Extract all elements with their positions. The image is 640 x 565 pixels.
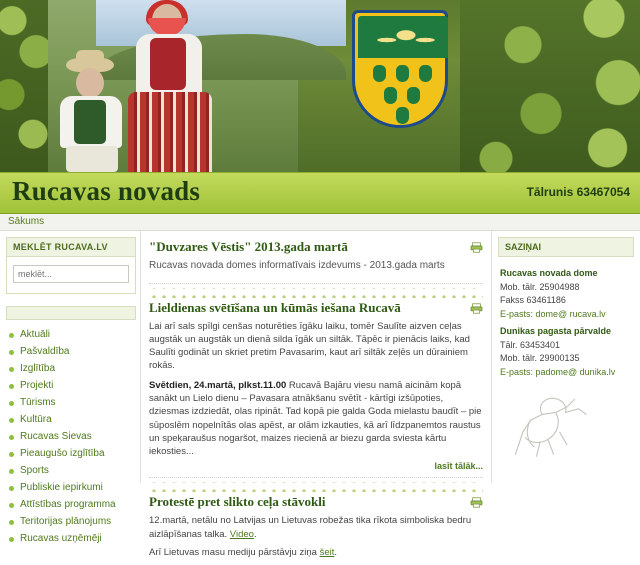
menu-list	[6, 320, 136, 547]
leaves-right-decoration	[460, 0, 640, 172]
contacts-header: SAZIŅAI	[498, 237, 634, 257]
article-lead: Lai arī sals spīlgi cenšas noturēties īgāku laiku, tomēr Saulīte aizven ceļas augstāk un augstāk un dienā silda īgāk un siltāk. Tāpēc ir pienācis laiks, kad Saulīti godināt un skriet pretim Pavasarim, kaut arī siltāk zeļēs un dūrainiem rokās.	[149, 320, 470, 372]
sidebar-item-aktuali[interactable]: Aktuāli	[6, 326, 136, 343]
man-figure	[54, 58, 132, 172]
sidebar-item-sports[interactable]: Sports	[6, 462, 136, 479]
contact-org-1-mobile: Mob. tālr. 25904988	[500, 281, 580, 292]
paragraph-text: Arī Lietuvas masu mediju pārstāvju ziņa	[149, 547, 320, 559]
sidebar-item-teritorijas-planojums[interactable]: Teritorijas plānojums	[6, 513, 136, 530]
article-subtitle: Rucavas novada domes informatīvais izdevums - 2013.gada marts	[149, 260, 445, 271]
sidebar-item-attistibas-programma[interactable]: Attīstības programma	[6, 496, 136, 513]
sidebar-item-rucavas-uznemeji[interactable]: Rucavas uzņēmēji	[6, 530, 136, 547]
printer-icon[interactable]	[470, 497, 483, 508]
paragraph-text: 12.martā, netālu no Latvijas un Lietuvas robežas tika rīkota simboliska bedru aizlāpīšanas talka.	[149, 515, 472, 540]
sidebar-item-rucavas-sievas[interactable]: Rucavas Sievas	[6, 428, 136, 445]
read-more-link[interactable]: lasīt tālāk...	[434, 461, 483, 472]
sidebar-item-turisms[interactable]: Tūrisms	[6, 394, 136, 411]
separator-dots	[149, 288, 483, 298]
printer-icon[interactable]	[470, 303, 483, 314]
sidebar-item-pieauguso-izglitiba[interactable]: Pieaugušo izglītība	[6, 445, 136, 462]
article-protests	[149, 494, 483, 565]
here-link[interactable]: šeit	[319, 547, 335, 559]
sidebar-item-pasvaldiba[interactable]: Pašvaldība	[6, 343, 136, 360]
search-panel	[6, 257, 136, 294]
search-panel-header: MEKLĒT RUCAVA.LV	[6, 237, 136, 257]
contact-org-2-tel: Tālr. 63453401	[500, 339, 561, 350]
sidebar-item-projekti[interactable]: Projekti	[6, 377, 136, 394]
article-body	[149, 379, 483, 459]
main-content	[140, 231, 492, 559]
contact-org-2: Dunikas pagasta pārvalde	[500, 326, 612, 336]
article-title[interactable]: "Duvzares Vēstis" 2013.gada martā	[149, 239, 348, 254]
sidebar-item-izglitiba[interactable]: Izglītība	[6, 360, 136, 377]
contact-org-2-email[interactable]: E-pasts: padome@ dunika.lv	[500, 366, 616, 377]
page-title: Rucavas novads	[12, 176, 201, 206]
phone-label: Tālrunis 63467054	[526, 185, 630, 199]
printer-icon[interactable]	[470, 242, 483, 253]
contact-org-2-mobile: Mob. tālr. 29900135	[500, 353, 580, 363]
article-title[interactable]: Lieldienas svētīšana un kūmās iešana Rucavā	[149, 299, 401, 315]
contact-org-1-email[interactable]: E-pasts: dome@ rucava.lv	[500, 308, 606, 319]
article-paragraph-1: 12.martā, netālu no Latvijas un Lietuvas robežas tika rīkota simboliska bedru aizlāpīšanas talka. Video.	[149, 515, 472, 540]
pegasus-illustration	[498, 387, 594, 465]
main-menu	[6, 306, 136, 547]
article-body-date: Svētdien, 24.martā, plkst.11.00	[149, 379, 287, 391]
article-title[interactable]: Protestē pret slikto ceļa stāvokli	[149, 494, 326, 510]
contacts-column	[492, 231, 640, 483]
sidebar	[0, 231, 140, 544]
breadcrumb-bar	[0, 214, 640, 231]
site-title-bar	[0, 172, 640, 214]
contact-org-1-fax: Fakss 63461186	[500, 295, 566, 305]
contact-org-1: Rucavas novada dome	[500, 268, 598, 278]
content-columns	[0, 231, 640, 559]
contacts-body	[498, 257, 634, 379]
folk-costume-photo	[48, 0, 298, 172]
article-lieldienas	[149, 300, 483, 479]
search-input[interactable]	[13, 265, 129, 283]
video-link[interactable]: Video	[229, 528, 254, 540]
sidebar-item-publiskie-iepirkumi[interactable]: Publiskie iepirkumi	[6, 479, 136, 496]
separator-dots	[149, 482, 483, 492]
article-duvzares-vestis	[149, 239, 483, 284]
coat-of-arms-icon	[352, 10, 448, 134]
sidebar-item-kultura[interactable]: Kultūra	[6, 411, 136, 428]
article-body-text: Rucavā Bajāru viesu namā aicinām kopā sanākt un Lielo dienu – Pavasara atnākšanu svētīt - kārtīgi izšūpoties, dziesmas izdziedāt, olas ripināt. Tad kopā pie galda Goda mielastu baudīt – pie sūposlēm nopelnītās olas apēst, ar olām izkauties, kā arī līdzpanemtos raustus un speķaraušus nogaršot, maizes riecienā ar biezu garda sviesta kārtu iekosties...	[149, 379, 482, 458]
article-paragraph-2: Arī Lietuvas masu mediju pārstāvju ziņa šeit.	[149, 547, 337, 559]
breadcrumb[interactable]: Sākums	[8, 216, 45, 227]
hero-banner	[0, 0, 640, 172]
woman-figure	[126, 4, 212, 172]
menu-header	[6, 306, 136, 320]
